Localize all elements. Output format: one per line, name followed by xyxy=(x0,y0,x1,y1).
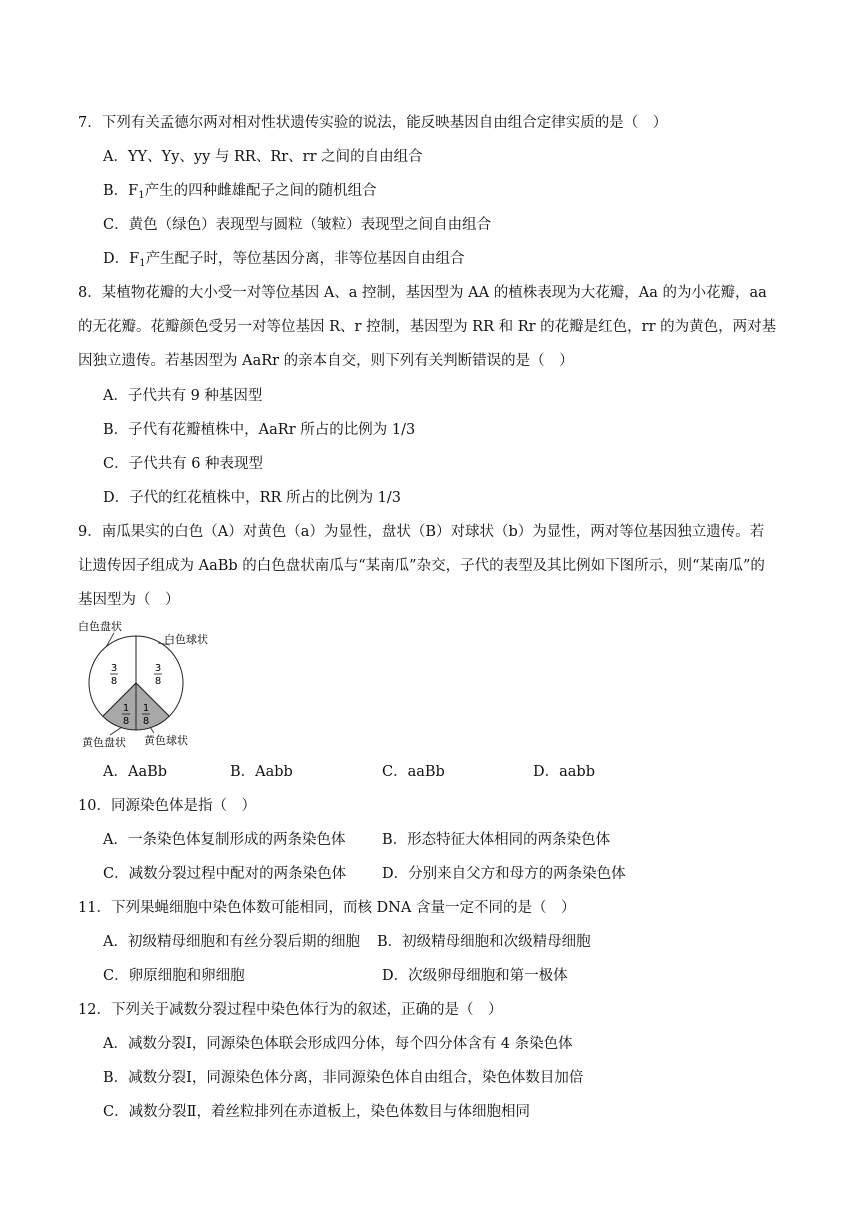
pie-category-label: 黄色盘状 xyxy=(82,736,126,749)
q8-option-a: A．子代共有 9 种基因型 xyxy=(103,388,263,404)
q7-option-a: A．YY、Yy、yy 与 RR、Rr、rr 之间的自由组合 xyxy=(103,149,423,165)
svg-text:1: 1 xyxy=(142,703,150,714)
q10-option-c: C．减数分裂过程中配对的两条染色体 xyxy=(103,866,347,882)
svg-text:3: 3 xyxy=(110,663,118,674)
q8-stem-line2: 的无花瓣。花瓣颜色受另一对等位基因 R、r 控制，基因型为 RR 和 Rr 的花瓣是红色，rr 的为黄色，两对基 xyxy=(78,319,777,335)
q7-option-c: C．黄色（绿色）表现型与圆粒（皱粒）表现型之间自由组合 xyxy=(103,217,492,233)
q10-stem: 10．同源染色体是指（ ） xyxy=(78,798,256,814)
pie-leader-line xyxy=(110,727,122,735)
q9-stem-line2: 让遗传因子组成为 AaBb 的白色盘状南瓜与“某南瓜”杂交，子代的表型及其比例如下图所示，则“某南瓜”的 xyxy=(78,558,765,574)
q11-stem: 11．下列果蝇细胞中染色体数可能相同，而核 DNA 含量一定不同的是（ ） xyxy=(78,900,576,916)
q11-option-c: C．卵原细胞和卵细胞 xyxy=(103,968,245,984)
pie-leader-line xyxy=(150,727,154,733)
svg-text:8: 8 xyxy=(154,676,162,687)
q10-option-b: B．形态特征大体相同的两条染色体 xyxy=(382,832,611,848)
q8-option-d: D．子代的红花植株中，RR 所占的比例为 1/3 xyxy=(103,490,402,506)
q12-option-a: A．减数分裂Ⅰ，同源染色体联会形成四分体，每个四分体含有 4 条染色体 xyxy=(103,1036,573,1052)
q9-option-d: D．aabb xyxy=(533,764,595,780)
q7-option-d: D．$F_1$产生配子时，等位基因分离，非等位基因自由组合 xyxy=(103,251,465,269)
q8-stem-line3: 因独立遗传。若基因型为 AaRr 的亲本自交，则下列有关判断错误的是（ ） xyxy=(78,353,574,369)
svg-text:8: 8 xyxy=(122,716,130,727)
svg-text:3: 3 xyxy=(154,663,162,674)
q7-option-b: B．$F_1$产生的四种雌雄配子之间的随机组合 xyxy=(103,183,377,201)
q8-option-c: C．子代共有 6 种表现型 xyxy=(103,456,264,472)
q12-option-c: C．减数分裂Ⅱ，着丝粒排列在赤道板上，染色体数目与体细胞相同 xyxy=(103,1104,530,1120)
q8-stem-line1: 8．某植物花瓣的大小受一对等位基因 A、a 控制，基因型为 AA 的植株表现为大花瓣，Aa 的为小花瓣，aa xyxy=(78,285,767,301)
svg-text:8: 8 xyxy=(142,716,150,727)
svg-text:8: 8 xyxy=(110,676,118,687)
q9-stem-line1: 9．南瓜果实的白色（A）对黄色（a）为显性，盘状（B）对球状（b）为显性，两对等位基因独立遗传。若 xyxy=(78,524,765,540)
q8-option-b: B．子代有花瓣植株中，AaRr 所占的比例为 1/3 xyxy=(103,422,416,438)
svg-text:1: 1 xyxy=(122,703,130,714)
q10-option-d: D．分别来自父方和母方的两条染色体 xyxy=(382,866,626,882)
q9-option-c: C．aaBb xyxy=(382,764,445,780)
q12-option-b: B．减数分裂Ⅰ，同源染色体分离，非同源染色体自由组合，染色体数目加倍 xyxy=(103,1070,584,1086)
pie-category-label: 白色球状 xyxy=(164,633,208,646)
q10-option-a: A．一条染色体复制形成的两条染色体 xyxy=(103,832,346,848)
pie-category-label: 黄色球状 xyxy=(144,734,188,747)
q11-option-d: D．次级卵母细胞和第一极体 xyxy=(382,968,568,984)
phenotype-pie-chart xyxy=(70,615,240,755)
q9-stem-line3: 基因型为（ ） xyxy=(78,592,180,608)
pie-category-label: 白色盘状 xyxy=(78,620,122,633)
q9-option-a: A．AaBb xyxy=(103,764,168,780)
q9-option-b: B．Aabb xyxy=(230,764,293,780)
q7-stem: 7．下列有关孟德尔两对相对性状遗传实验的说法，能反映基因自由组合定律实质的是（ ） xyxy=(78,115,668,131)
q12-stem: 12．下列关于减数分裂过程中染色体行为的叙述，正确的是（ ） xyxy=(78,1002,503,1018)
q11-option-b: B．初级精母细胞和次级精母细胞 xyxy=(377,934,591,950)
q11-option-a: A．初级精母细胞和有丝分裂后期的细胞 xyxy=(103,934,360,950)
